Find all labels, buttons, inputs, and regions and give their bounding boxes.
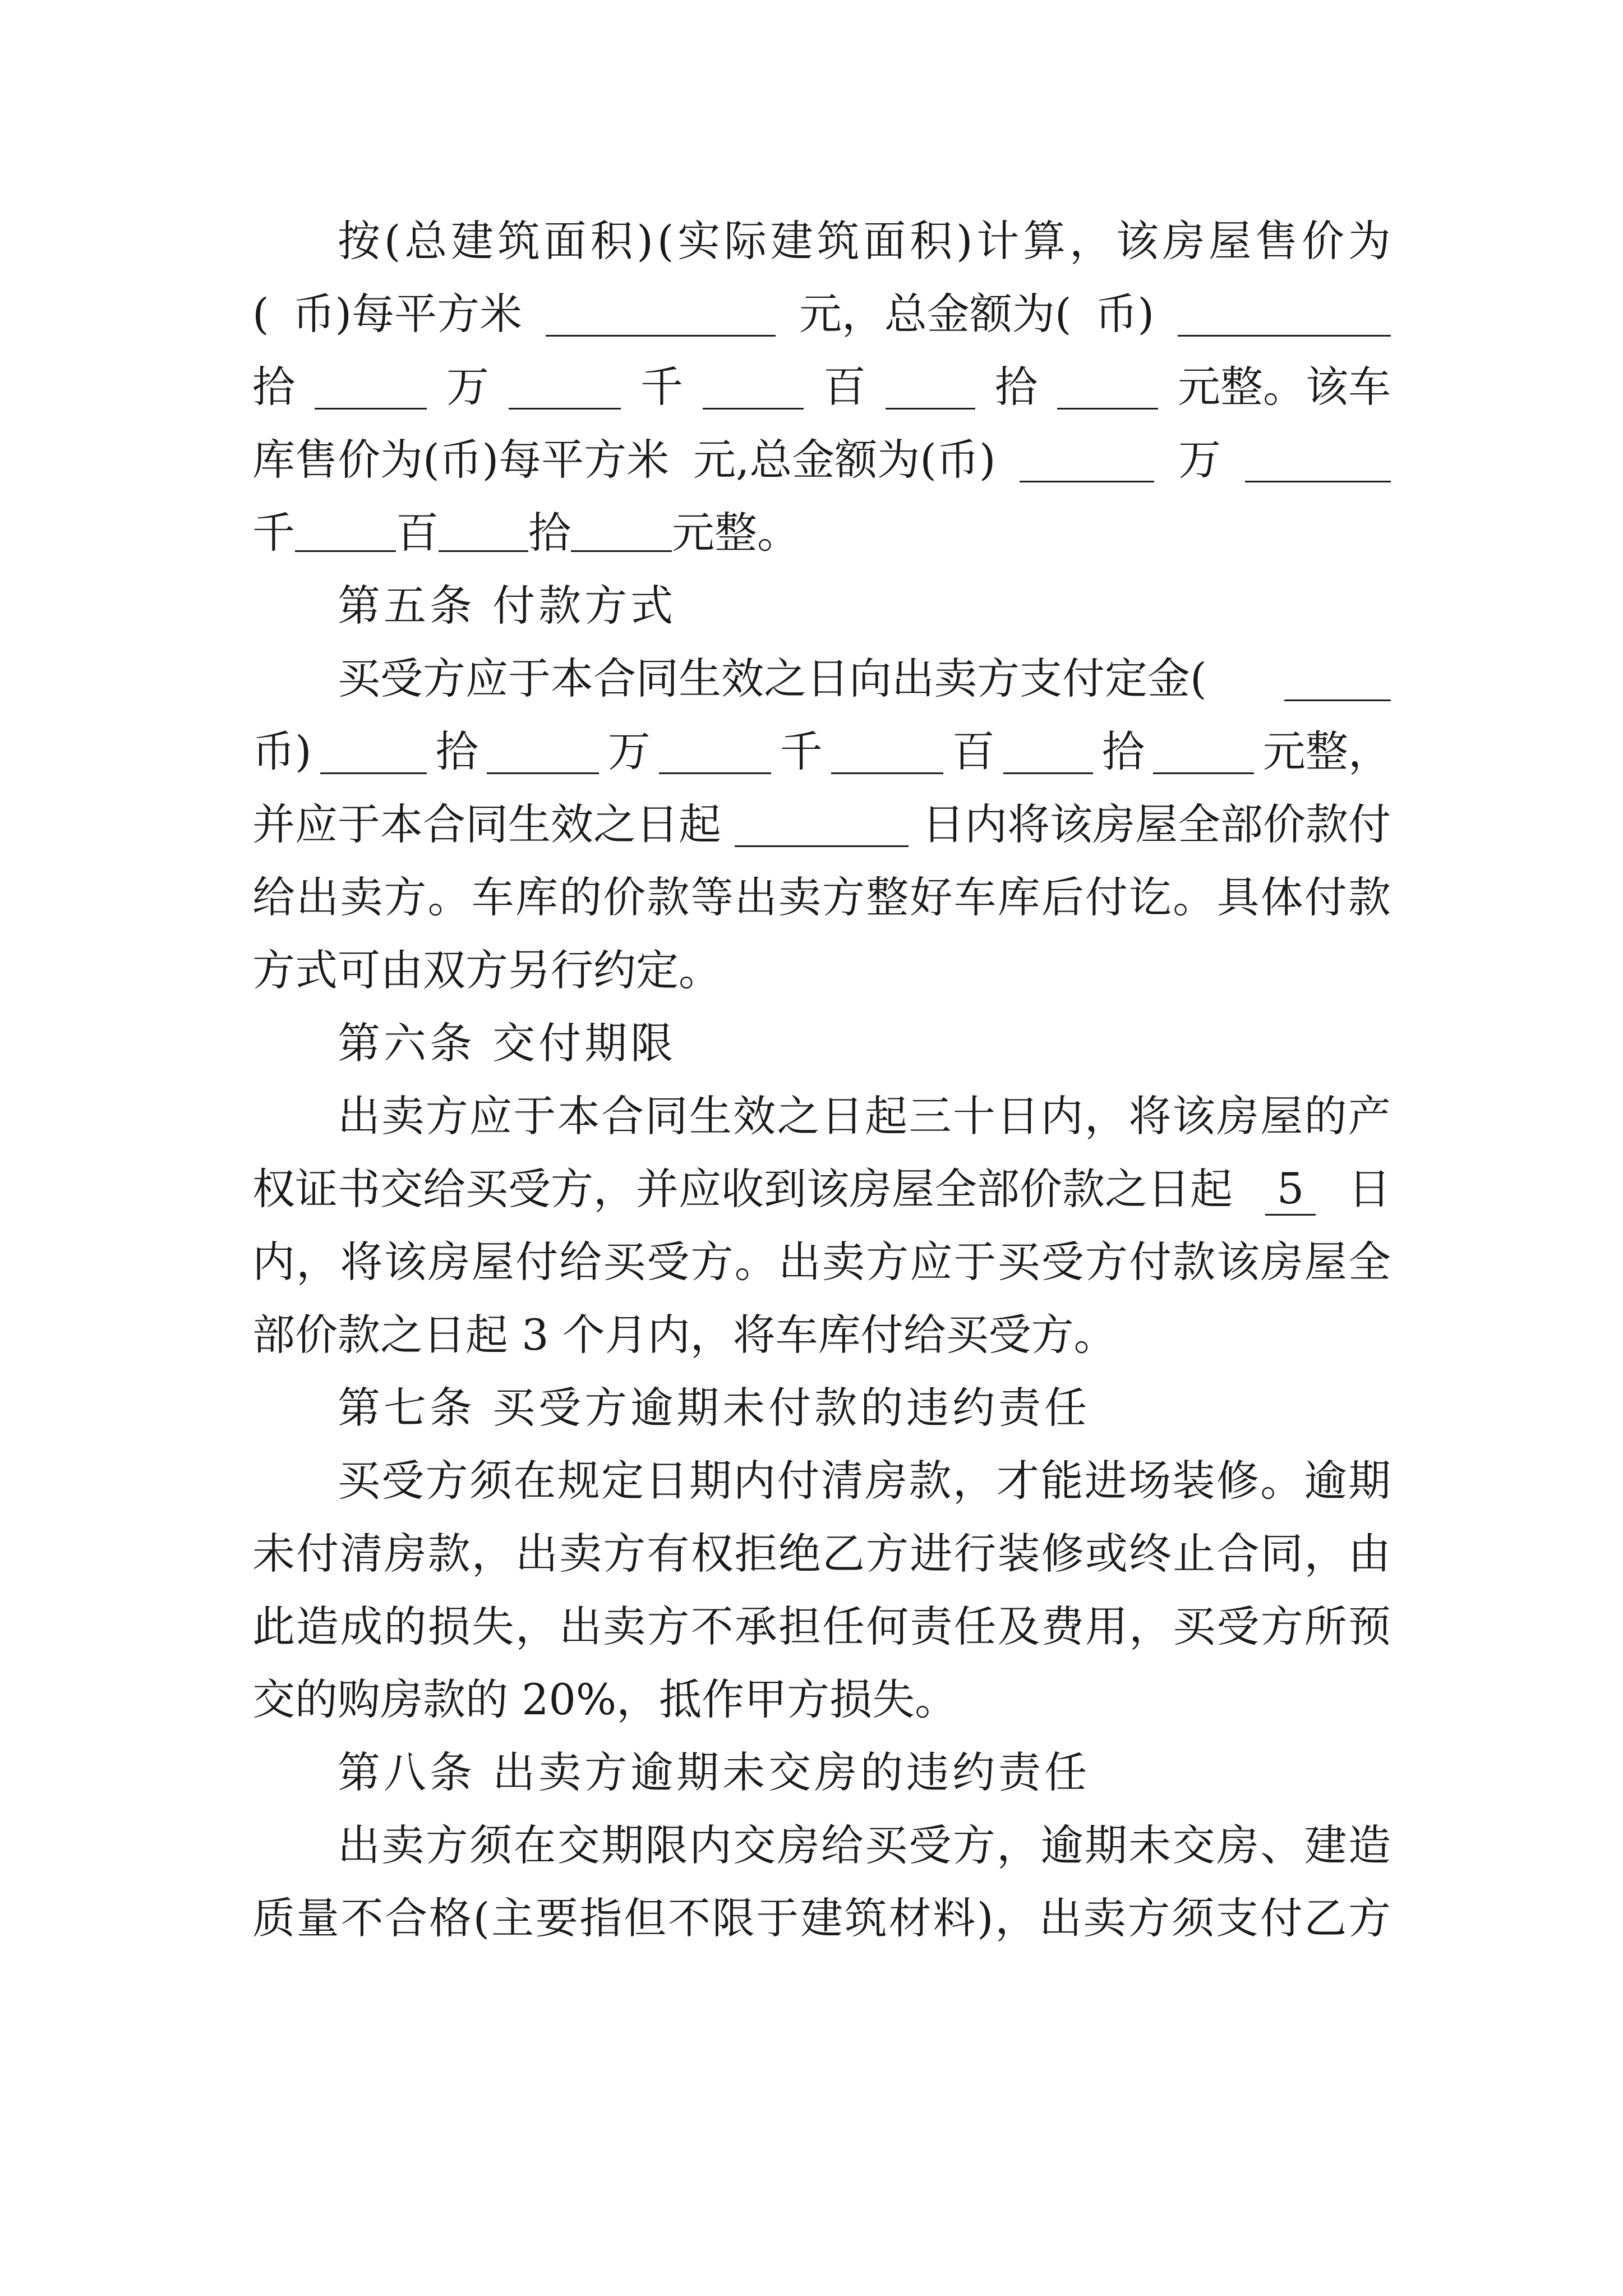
text-line <box>252 280 1391 348</box>
text-segment: 拾 <box>1101 726 1145 776</box>
text-line <box>252 645 1391 712</box>
text-line <box>252 718 1391 785</box>
text-segment: 百 <box>952 726 995 776</box>
text-line <box>252 1083 1391 1150</box>
text-segment: 内 ， 将 该 房 屋 付 给 买 受 方 。 出 卖 方 应 于 买 受 方 付 款 该 房 屋 全 <box>252 1237 1391 1287</box>
text-segment: 百 <box>823 362 866 412</box>
blank-field <box>1284 657 1391 701</box>
text-segment: 出 卖 方 须 在 交 期 限 内 交 房 给 买 受 方 ， 逾 期 未 交 房 、 建 造 <box>338 1820 1391 1870</box>
text-line <box>252 1666 1391 1733</box>
text-segment: 拾 <box>995 362 1038 412</box>
blank-field <box>735 803 909 847</box>
blank-field <box>1020 438 1154 482</box>
text-line <box>252 208 1391 275</box>
text-segment: 日内将该房屋全部价款付 <box>922 799 1391 849</box>
text-line <box>252 1228 1391 1296</box>
text-segment: 元整。 <box>672 508 800 558</box>
text-line <box>252 1520 1391 1588</box>
text-segment: 并应于本合同生效之日起 <box>252 799 721 849</box>
blank-field <box>571 508 672 552</box>
text-segment: 方式可由双方另行约定。 <box>252 945 721 995</box>
text-segment: 未 付 清 房 款 ， 出 卖 方 有 权 拒 绝 乙 方 进 行 装 修 或 终 止 合 同 ， 由 <box>252 1529 1391 1579</box>
text-line <box>252 353 1391 421</box>
blank-field <box>320 730 427 774</box>
blank-field <box>886 365 975 409</box>
blank-field <box>487 730 599 774</box>
text-segment: 币) <box>1095 289 1155 339</box>
text-line <box>252 864 1391 931</box>
text-segment: 万 <box>446 362 489 412</box>
heading-text: 第八条 出卖方逾期未交房的违约责任 <box>338 1747 1091 1797</box>
text-line <box>252 499 1391 567</box>
text-segment: 部价款之日起 3 个月内，将车库付给买受方。 <box>252 1310 1117 1360</box>
blank-field <box>509 365 621 409</box>
text-segment: 万 <box>607 726 651 776</box>
text-line <box>252 1156 1391 1223</box>
blank-field <box>703 365 804 409</box>
text-segment: 拾 <box>528 508 571 558</box>
text-segment: 给 出 卖 方 。 车 库 的 价 款 等 出 卖 方 整 好 车 库 后 付 讫 。 具 体 付 款 <box>252 872 1391 922</box>
text-segment: 元，总金额为( <box>799 289 1072 339</box>
heading-text: 第七条 买受方逾期未付款的违约责任 <box>338 1383 1091 1433</box>
text-line <box>252 937 1391 1004</box>
text-segment: 按 ( 总 建 筑 面 积 ) ( 实 际 建 筑 面 积 ) 计 算 ， 该 房 屋 售 价 为 <box>338 216 1391 266</box>
text-segment: 千 <box>252 508 295 558</box>
text-line <box>252 426 1391 494</box>
text-segment: 拾 <box>252 362 295 412</box>
text-segment: 库售价为(币)每平方米 <box>252 435 670 485</box>
text-segment: 此 造 成 的 损 失 ， 出 卖 方 不 承 担 任 何 责 任 及 费 用 ， 买 受 方 所 预 <box>252 1602 1391 1651</box>
heading-text: 第五条 付款方式 <box>338 581 677 631</box>
text-segment: 质 量 不 合 格 ( 主 要 指 但 不 限 于 建 筑 材 料 ) ， 出 卖 方 须 支 付 乙 方 <box>252 1893 1391 1943</box>
text-segment: ( <box>252 289 269 339</box>
blank-field <box>1178 292 1391 337</box>
text-segment: 元,总金额为(币) <box>693 435 996 485</box>
section-heading <box>252 572 1391 639</box>
blank-field <box>831 730 943 774</box>
section-heading <box>252 1739 1391 1806</box>
text-segment: 买受方应于本合同生效之日向出卖方支付定金( <box>338 654 1207 703</box>
text-segment: 币) <box>252 726 312 776</box>
blank-field <box>1003 730 1093 774</box>
text-segment: 拾 <box>435 726 478 776</box>
text-line <box>252 1812 1391 1879</box>
text-segment: 千 <box>780 726 823 776</box>
text-line <box>252 791 1391 858</box>
blank-field <box>659 730 771 774</box>
text-segment: 千 <box>640 362 683 412</box>
text-segment: 日 <box>1348 1164 1391 1214</box>
blank-field <box>1057 365 1158 409</box>
section-heading <box>252 1374 1391 1442</box>
text-segment: 交的购房款的 20%，抵作甲方损失。 <box>252 1674 958 1724</box>
text-segment: 买 受 方 须 在 规 定 日 期 内 付 清 房 款 ， 才 能 进 场 装 修 。 逾 期 <box>338 1456 1391 1506</box>
blank-field <box>315 365 427 409</box>
text-segment: 元整， <box>1262 726 1391 776</box>
text-segment: 出 卖 方 应 于 本 合 同 生 效 之 日 起 三 十 日 内 ， 将 该 房 屋 的 产 <box>338 1091 1391 1141</box>
blank-field <box>546 292 776 337</box>
filled-field: 5 <box>1265 1163 1316 1216</box>
text-line <box>252 1593 1391 1660</box>
text-segment: 百 <box>396 508 439 558</box>
heading-text: 第六条 交付期限 <box>338 1018 677 1068</box>
blank-field <box>1153 730 1254 774</box>
text-line <box>252 1885 1391 1952</box>
text-segment: 币)每平方米 <box>292 289 523 339</box>
text-line <box>252 1301 1391 1369</box>
blank-field <box>1245 438 1391 482</box>
section-heading <box>252 1010 1391 1077</box>
text-segment: 权证书交给买受方，并应收到该房屋全部价款之日起 <box>252 1164 1233 1214</box>
text-segment: 元整。该车 <box>1178 362 1391 412</box>
blank-field <box>439 508 528 552</box>
blank-field <box>295 508 396 552</box>
text-line <box>252 1447 1391 1515</box>
text-segment: 万 <box>1178 435 1221 485</box>
